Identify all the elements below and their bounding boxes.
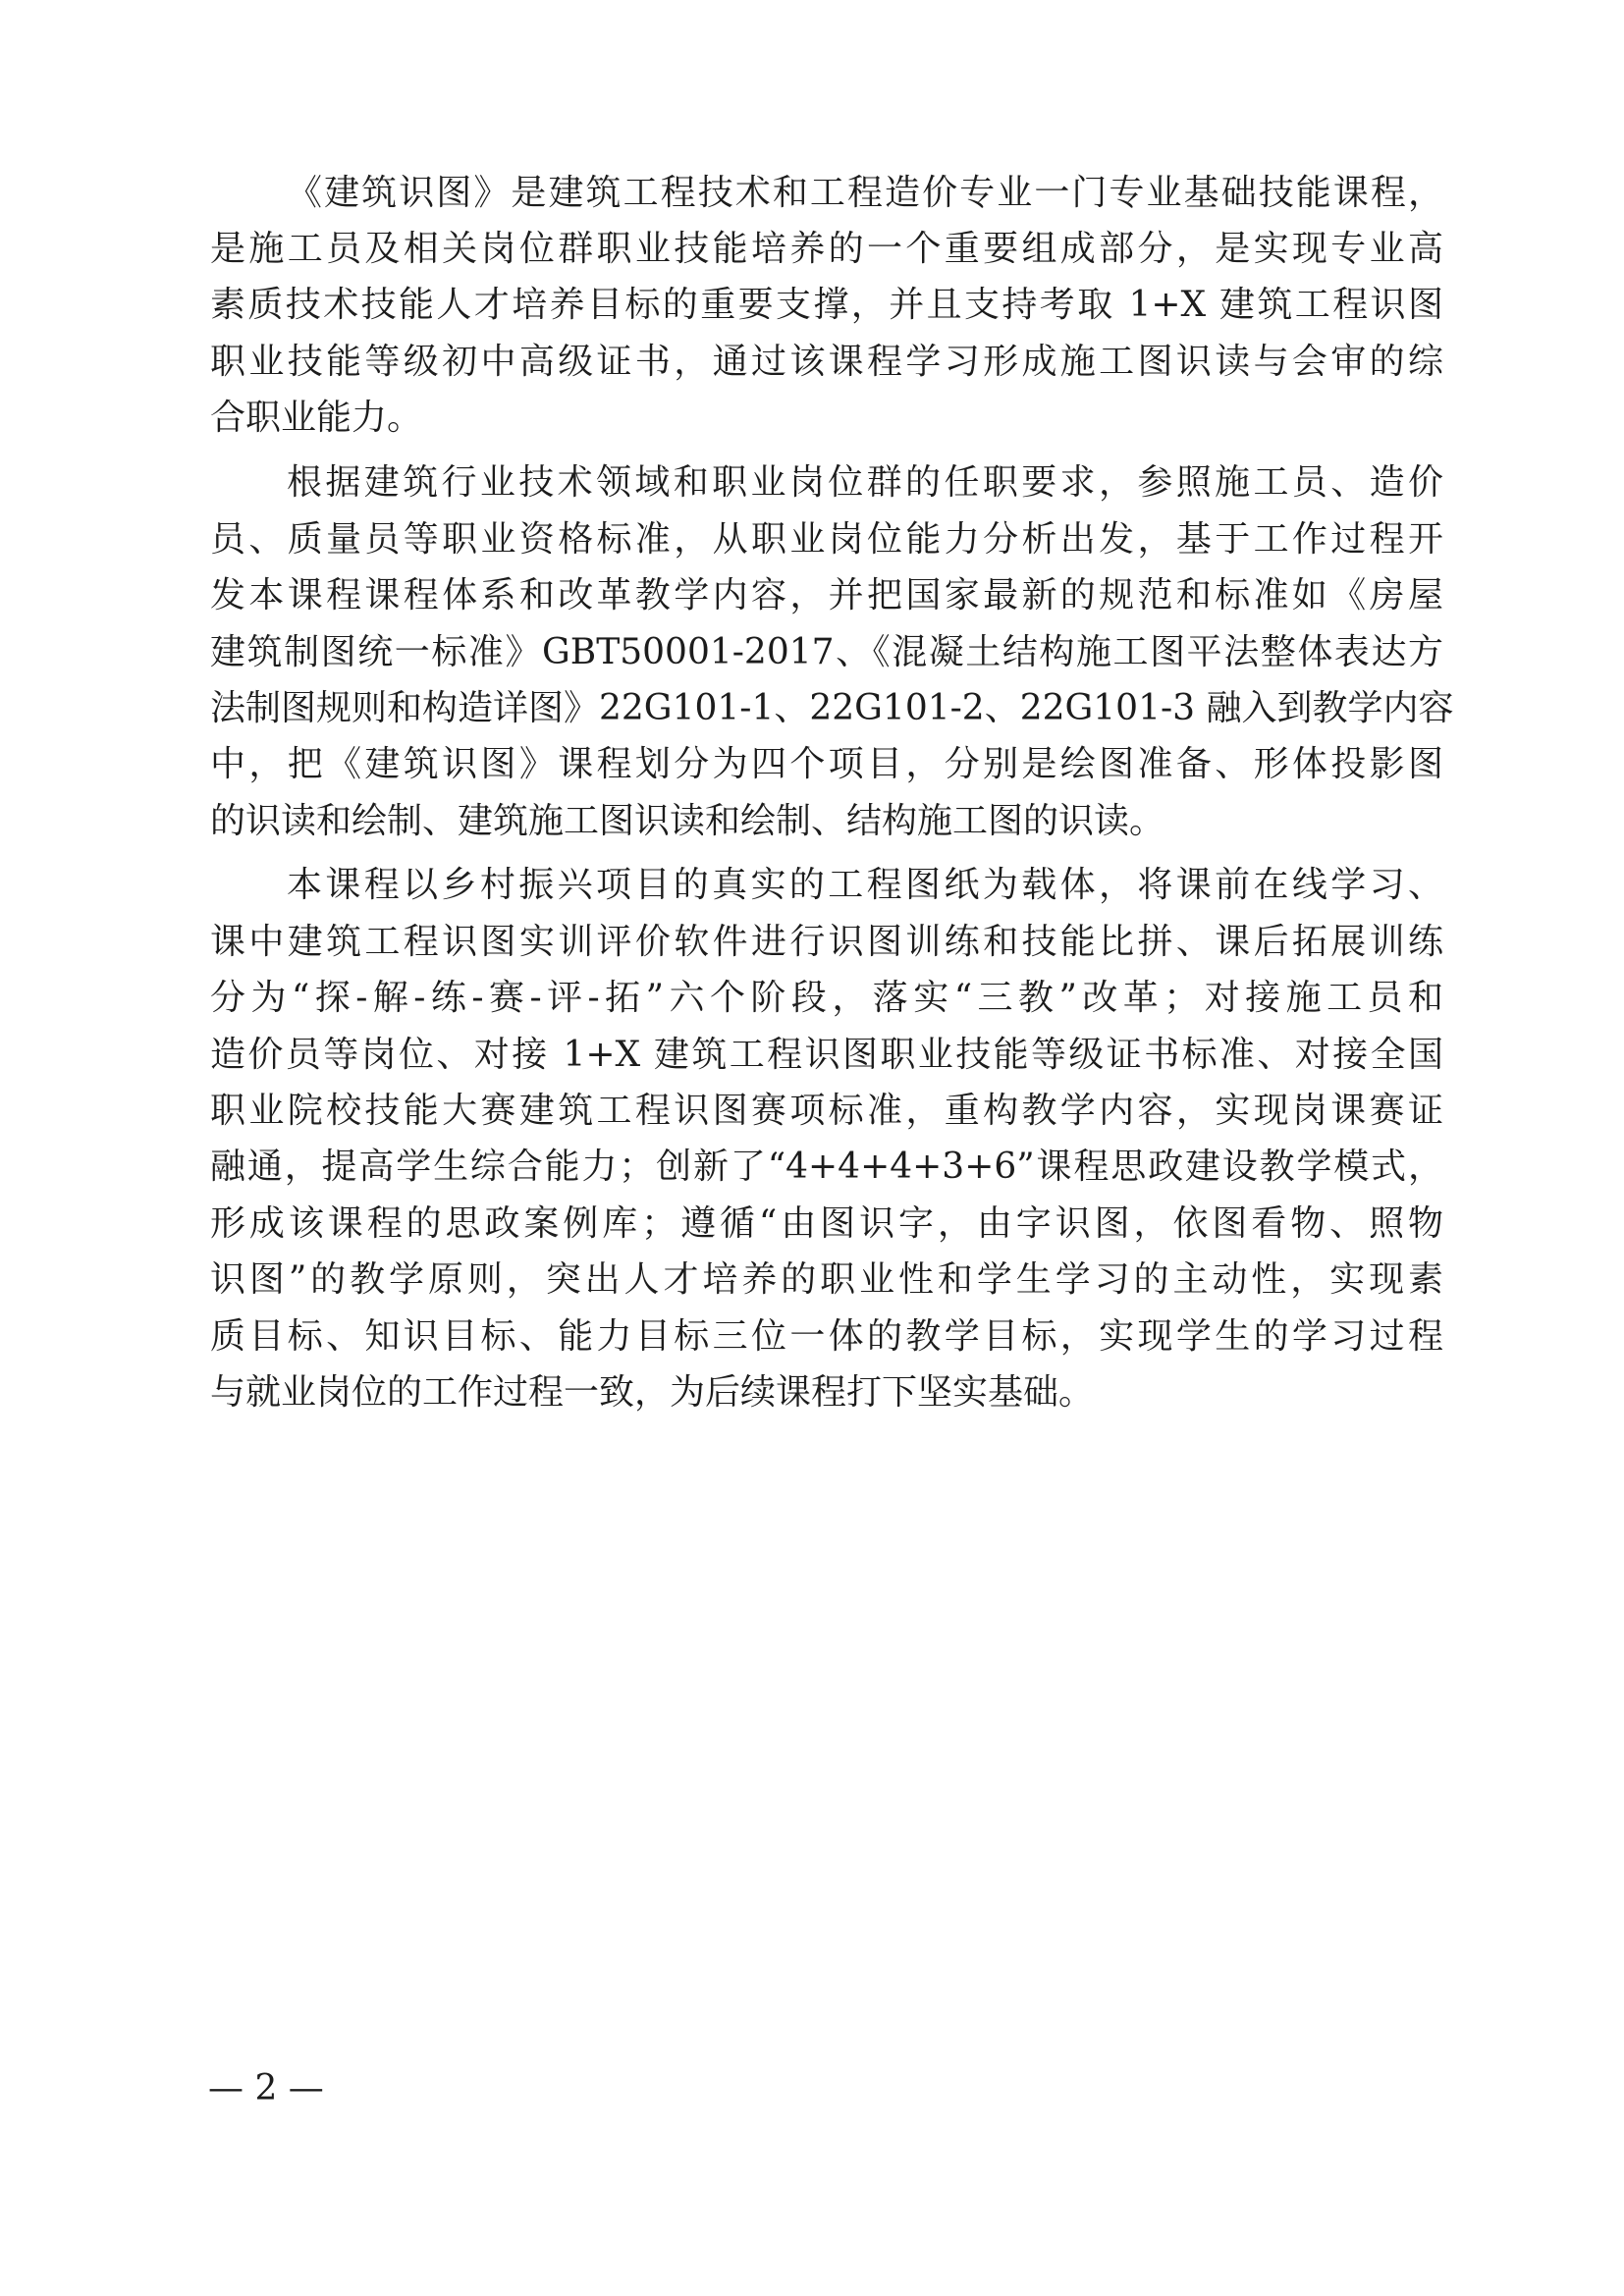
paragraph-1-line-5: 合职业能力。 <box>210 398 423 438</box>
paragraph-3-line-8: 识图”的教学原则，突出人才培养的职业性和学生学习的主动性，实现素 <box>210 1259 1443 1300</box>
paragraph-3-line-3: 分为“探-解-练-赛-评-拓”六个阶段，落实“三教”改革；对接施工员和 <box>210 978 1443 1018</box>
paragraph-3-line-1: 本课程以乡村振兴项目的真实的工程图纸为载体，将课前在线学习、 <box>287 865 1443 905</box>
paragraph-2-line-6: 中，把《建筑识图》课程划分为四个项目，分别是绘图准备、形体投影图 <box>210 744 1443 784</box>
paragraph-3-line-7: 形成该课程的思政案例库；遵循“由图识字，由字识图，依图看物、照物 <box>210 1203 1443 1244</box>
paragraph-2-line-1: 根据建筑行业技术领域和职业岗位群的任职要求，参照施工员、造价 <box>287 462 1443 503</box>
paragraph-3-line-5: 职业院校技能大赛建筑工程识图赛项标准，重构教学内容，实现岗课赛证 <box>210 1091 1443 1131</box>
paragraph-1-line-2: 是施工员及相关岗位群职业技能培养的一个重要组成部分，是实现专业高 <box>210 229 1443 269</box>
paragraph-3-line-9: 质目标、知识目标、能力目标三位一体的教学目标，实现学生的学习过程 <box>210 1316 1443 1357</box>
paragraph-1-line-3: 素质技术技能人才培养目标的重要支撑，并且支持考取 1+X 建筑工程识图 <box>210 285 1443 325</box>
paragraph-1-line-4: 职业技能等级初中高级证书，通过该课程学习形成施工图识读与会审的综 <box>210 342 1443 382</box>
paragraph-2-line-7: 的识读和绘制、建筑施工图识读和绘制、结构施工图的识读。 <box>210 801 1165 841</box>
paragraph-2-line-3: 发本课程课程体系和改革教学内容，并把国家最新的规范和标准如《房屋 <box>210 575 1443 615</box>
paragraph-2-line-5: 法制图规则和构造详图》22G101-1、22G101-2、22G101-3 融入到教学内容 <box>210 688 1454 728</box>
paragraph-3-line-4: 造价员等岗位、对接 1+X 建筑工程识图职业技能等级证书标准、对接全国 <box>210 1035 1443 1075</box>
paragraph-1-line-1: 《建筑识图》是建筑工程技术和工程造价专业一门专业基础技能课程， <box>287 173 1443 213</box>
paragraph-2-line-2: 员、质量员等职业资格标准，从职业岗位能力分析出发，基于工作过程开 <box>210 519 1443 560</box>
paragraph-3-line-2: 课中建筑工程识图实训评价软件进行识图训练和技能比拼、课后拓展训练 <box>210 922 1443 962</box>
paragraph-2-line-4: 建筑制图统一标准》GBT50001-2017、《混凝土结构施工图平法整体表达方 <box>210 632 1443 672</box>
paragraph-3-line-10: 与就业岗位的工作过程一致，为后续课程打下坚实基础。 <box>210 1372 1095 1413</box>
page-number: — 2 — <box>208 2068 324 2109</box>
paragraph-3-line-6: 融通，提高学生综合能力；创新了“4+4+4+3+6”课程思政建设教学模式， <box>210 1147 1443 1187</box>
